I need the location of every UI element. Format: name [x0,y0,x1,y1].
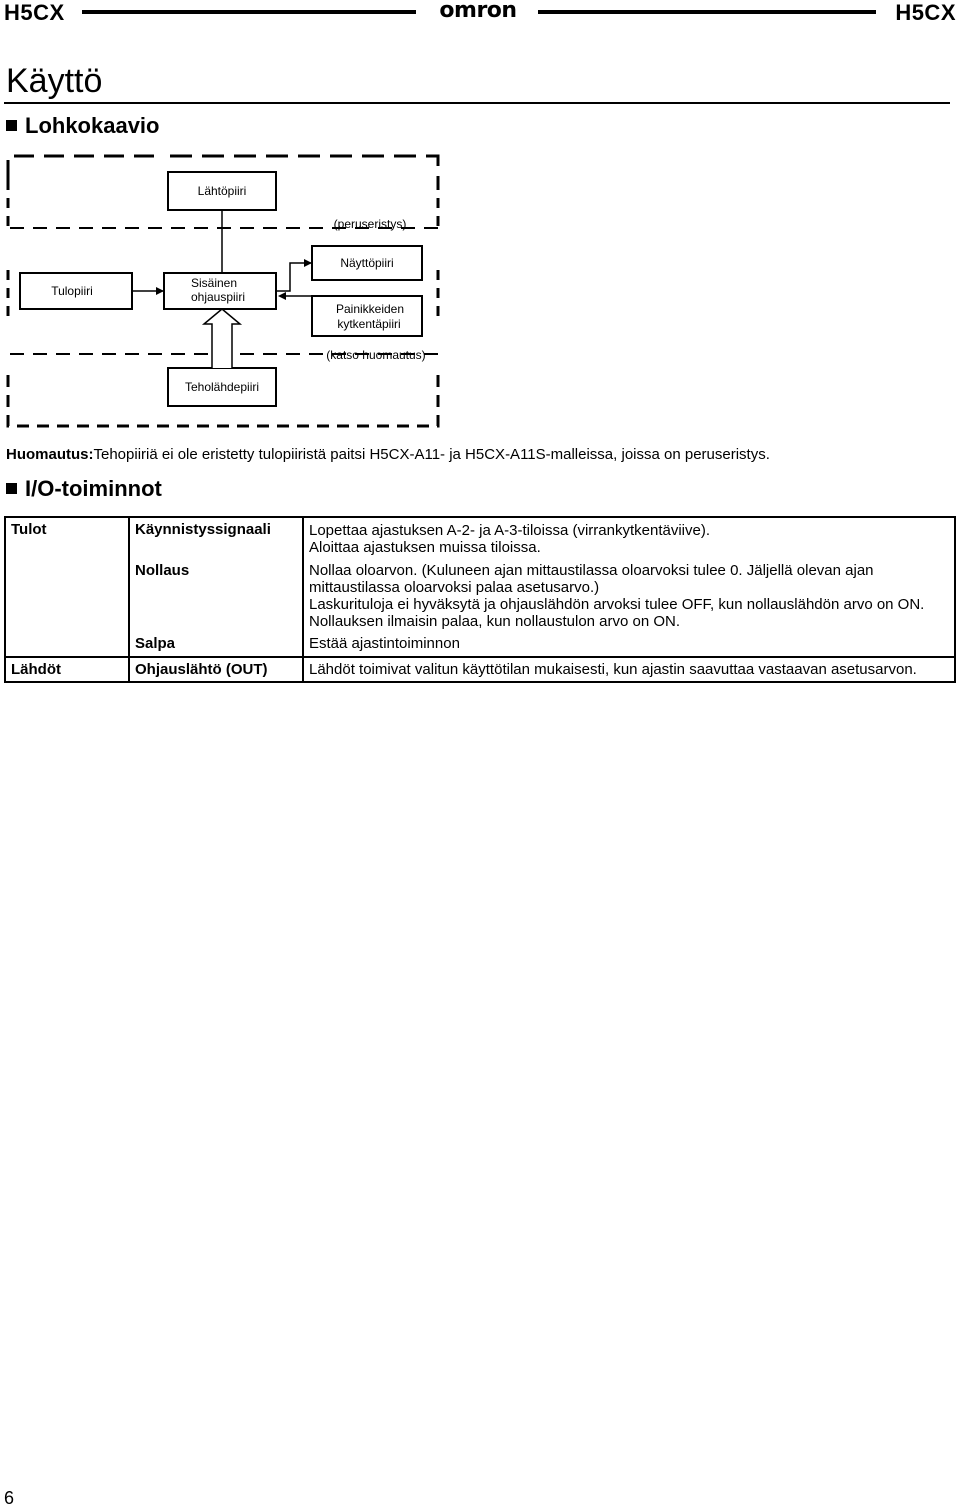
block-diagram-heading-text: Lohkokaavio [25,113,160,138]
description-cell [303,556,955,630]
description-line: Nollauksen ilmaisin palaa, kun nollaustulon arvo on ON. [309,613,681,630]
group-cell: Lähdöt [5,657,129,682]
note-text: Tehopiiriä ei ole eristetty tulopiiristä paitsi H5CX-A11- ja H5CX-A11S-malleissa, joissa on peruseristys. [93,446,770,463]
display-label: Näyttöpiiri [340,256,394,270]
page-title: Käyttö [6,62,103,100]
input-label: Tulopiiri [51,284,93,298]
io-heading-text: I/O-toiminnot [25,476,162,501]
see-note-label: (katso huomautus) [326,348,426,362]
signal-cell: Nollaus [129,556,303,630]
note-label: Huomautus: [6,446,94,463]
table-row [5,657,955,682]
description-line: Lähdöt toimivat valitun käyttötilan mukaisesti, kun ajastin saavuttaa vastaavan asetusarvon. [309,661,917,678]
block-diagram-heading [6,113,159,139]
page-number: 6 [4,1488,15,1508]
io-table [4,516,956,683]
signal-cell: Salpa [129,630,303,657]
power-label: Teholähdepiiri [184,380,260,394]
brand-logo-text: omron [439,0,517,23]
header-rule-left [82,10,416,14]
group-cell [5,556,129,630]
square-bullet-icon [6,483,17,494]
description-line: Aloittaa ajastuksen muissa tiloissa. [309,539,541,556]
square-bullet-icon [6,120,17,131]
description-cell [303,657,955,682]
table-row [5,630,955,657]
block-diagram [0,150,460,440]
description-line: Estää ajastintoiminnon [309,635,460,652]
header-model-left: H5CX [4,0,65,25]
description-line: Nollaa oloarvon. (Kuluneen ajan mittaustilassa oloarvoksi tulee 0. Jäljellä olevan ajan [309,562,874,579]
note [6,446,770,463]
output-label: Lähtöpiiri [197,184,247,198]
description-cell [303,517,955,556]
group-cell [5,630,129,657]
group-cell: Tulot [5,517,129,556]
header-model-right: H5CX [895,0,956,25]
omron-logo [430,0,526,24]
signal-cell: Käynnistyssignaali [129,517,303,556]
description-line: Laskurituloja ei hyväksytä ja ohjauslähdön arvoksi tulee OFF, kun nollauslähdön arvo on ON. [309,596,925,613]
internal-control-label-1: Sisäinen [190,276,238,290]
description-line: mittaustilassa oloarvoksi palaa asetusarvo.) [309,579,600,596]
table-row [5,556,955,630]
keys-label-1: Painikkeiden [335,302,405,316]
io-heading [6,476,162,502]
description-cell [303,630,955,657]
internal-control-label-2: ohjauspiiri [190,290,246,304]
basic-setting-label: (peruseristys) [333,217,407,231]
keys-label-2: kytkentäpiiri [337,317,401,331]
description-line: Lopettaa ajastuksen A-2- ja A-3-tiloissa (virrankytkentäviive). [309,522,711,539]
header-rule-right [538,10,876,14]
title-rule [4,102,950,104]
table-row [5,517,955,556]
signal-cell: Ohjauslähtö (OUT) [129,657,303,682]
